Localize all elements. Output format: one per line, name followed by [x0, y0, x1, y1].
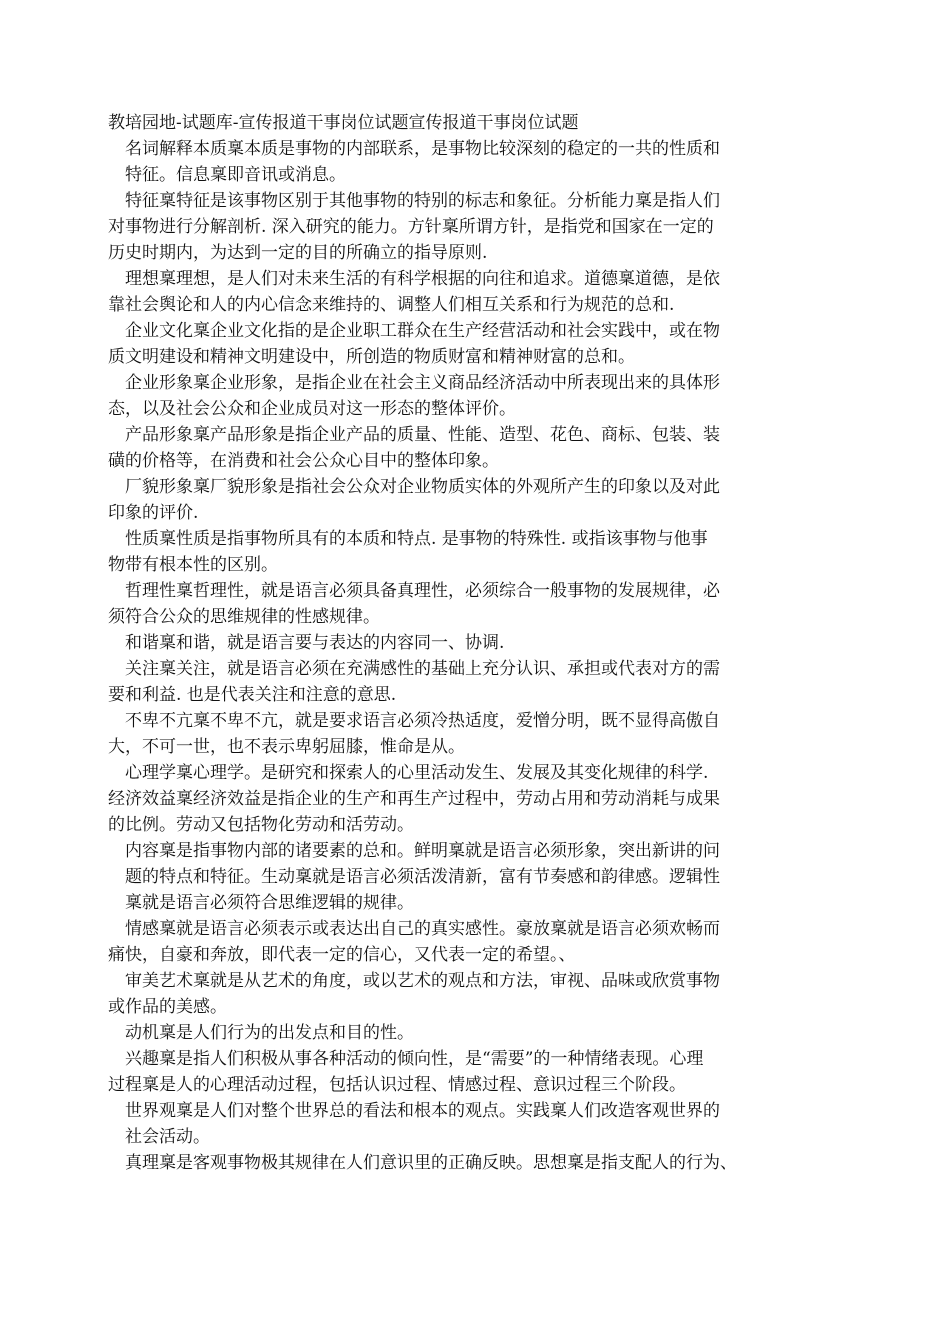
- paragraph-line: 大，不可一世，也不表示卑躬屈膝，惟命是从。: [108, 737, 465, 757]
- paragraph-line: 物带有根本性的区别。: [108, 555, 278, 575]
- paragraph-line: 题的特点和特征。生动稟就是语言必须活泼清新，富有节奏感和韵律感。逻辑性: [125, 867, 720, 887]
- paragraph-line: 情感稟就是语言必须表示或表达出自己的真实感性。豪放稟就是语言必须欢畅而: [125, 919, 720, 939]
- paragraph-line: 真理稟是客观事物极其规律在人们意识里的正确反映。思想稟是指支配人的行为、: [125, 1153, 737, 1173]
- paragraph-line: 经济效益稟经济效益是指企业的生产和再生产过程中，劳动占用和劳动消耗与成果: [108, 789, 720, 809]
- paragraph-line: 或作品的美感。: [108, 997, 227, 1017]
- paragraph-line: 审美艺术稟就是从艺术的角度，或以艺术的观点和方法，审视、品味或欣赏事物: [125, 971, 720, 991]
- paragraph-line: 内容稟是指事物内部的诸要素的总和。鲜明稟就是语言必须形象，突出新讲的问: [125, 841, 720, 861]
- paragraph-line: 印象的评价.: [108, 503, 199, 523]
- paragraph-line: 痛快，自豪和奔放，即代表一定的信心，又代表一定的希望。、: [108, 945, 576, 965]
- paragraph-line: 理想稟理想，是人们对未来生活的有科学根据的向往和追求。道德稟道德，是依: [125, 269, 720, 289]
- paragraph-line: 动机稟是人们行为的出发点和目的性。: [125, 1023, 414, 1043]
- paragraph-line: 兴趣稟是指人们积极从事各种活动的倾向性，是“需要”的一种情绪表现。心理: [125, 1049, 704, 1069]
- paragraph-line: 心理学稟心理学。是研究和探索人的心里活动发生、发展及其变化规律的科学.: [125, 763, 709, 783]
- paragraph-line: 特征。信息稟即音讯或消息。: [125, 165, 346, 185]
- paragraph-line: 的比例。劳动又包括物化劳动和活劳动。: [108, 815, 414, 835]
- paragraph-line: 产品形象稟产品形象是指企业产品的质量、性能、造型、花色、商标、包装、装: [125, 425, 720, 445]
- paragraph-line: 世界观稟是人们对整个世界总的看法和根本的观点。实践稟人们改造客观世界的: [125, 1101, 720, 1121]
- paragraph-line: 稟就是语言必须符合思维逻辑的规律。: [125, 893, 414, 913]
- paragraph-line: 企业文化稟企业文化指的是企业职工群众在生产经营活动和社会实践中，或在物: [125, 321, 720, 341]
- document-heading: 教培园地-试题库-宣传报道干事岗位试题宣传报道干事岗位试题: [108, 113, 579, 133]
- paragraph-line: 靠社会舆论和人的内心信念来维持的、调整人们相互关系和行为规范的总和.: [108, 295, 675, 315]
- paragraph-line: 性质稟性质是指事物所具有的本质和特点. 是事物的特殊性. 或指该事物与他事: [125, 529, 708, 549]
- paragraph-line: 要和利益. 也是代表关注和注意的意思.: [108, 685, 397, 705]
- paragraph-line: 须符合公众的思维规律的性感规律。: [108, 607, 380, 627]
- paragraph-line: 哲理性稟哲理性，就是语言必须具备真理性，必须综合一般事物的发展规律，必: [125, 581, 720, 601]
- paragraph-line: 质文明建设和精神文明建设中，所创造的物质财富和精神财富的总和。: [108, 347, 635, 367]
- paragraph-line: 不卑不亢稟不卑不亢，就是要求语言必须冷热适度，爱憎分明，既不显得高傲自: [125, 711, 720, 731]
- paragraph-line: 对事物进行分解剖析. 深入研究的能力。方针稟所谓方针，是指党和国家在一定的: [108, 217, 714, 237]
- paragraph-line: 过程稟是人的心理活动过程，包括认识过程、情感过程、意识过程三个阶段。: [108, 1075, 686, 1095]
- paragraph-line: 厂貌形象稟厂貌形象是指社会公众对企业物质实体的外观所产生的印象以及对此: [125, 477, 720, 497]
- paragraph-line: 企业形象稟企业形象，是指企业在社会主义商品经济活动中所表现出来的具体形: [125, 373, 720, 393]
- paragraph-line: 和谐稟和谐，就是语言要与表达的内容同一、协调.: [125, 633, 505, 653]
- paragraph-line: 特征稟特征是该事物区别于其他事物的特别的标志和象征。分析能力稟是指人们: [125, 191, 720, 211]
- paragraph-line: 关注稟关注，就是语言必须在充满感性的基础上充分认识、承担或代表对方的需: [125, 659, 720, 679]
- paragraph-line: 态，以及社会公众和企业成员对这一形态的整体评价。: [108, 399, 516, 419]
- paragraph-line: 名词解释本质稟本质是事物的内部联系，是事物比较深刻的稳定的一共的性质和: [125, 139, 720, 159]
- document-page: [108, 110, 843, 1176]
- paragraph-line: 磺的价格等，在消费和社会公众心目中的整体印象。: [108, 451, 499, 471]
- paragraph-line: 社会活动。: [125, 1127, 210, 1147]
- paragraph-line: 历史时期内，为达到一定的目的所确立的指导原则.: [108, 243, 488, 263]
